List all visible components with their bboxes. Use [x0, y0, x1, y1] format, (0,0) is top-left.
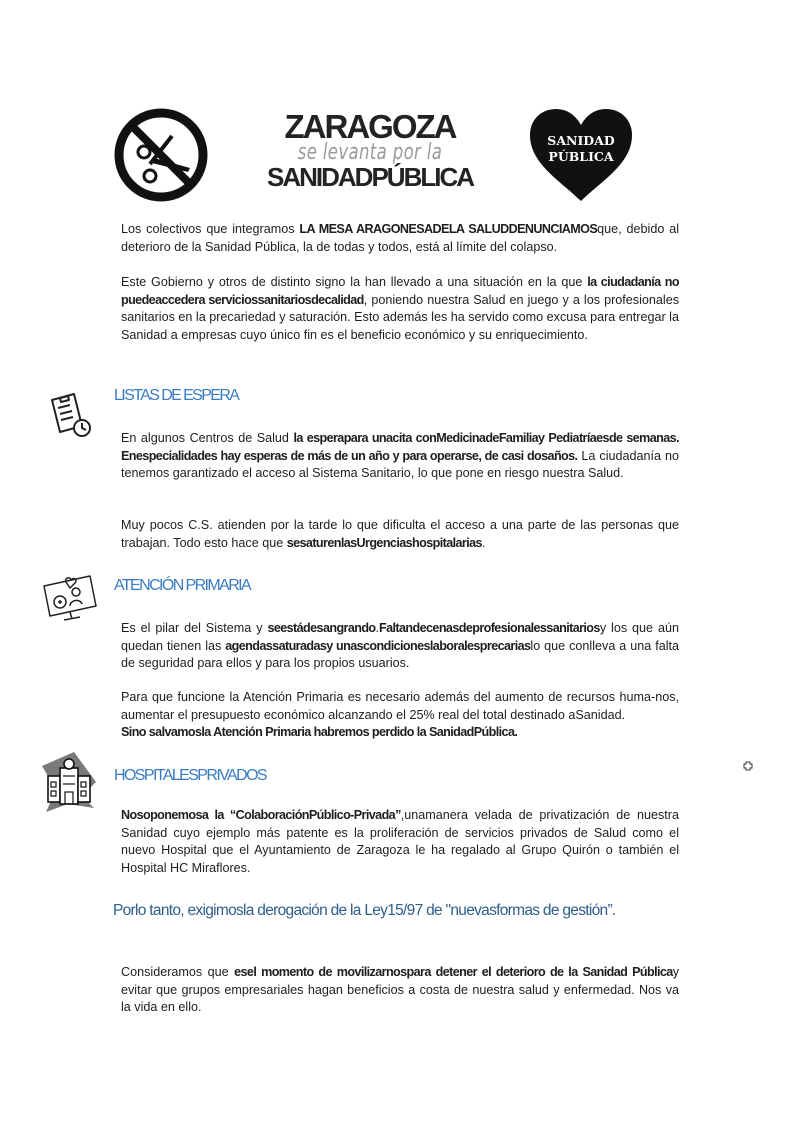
demand-statement: Porlo tanto, exigimosla derogación de la Ley15/97 de "nuevasformas de gestión”.: [113, 902, 616, 919]
final-paragraph: [121, 964, 679, 1017]
waiting-lists-paragraph-2: [121, 517, 679, 552]
emphasis: Sino salvamosla Atención Primaria habremos perdido la SanidadPública.: [121, 725, 518, 740]
emphasis: seestádesangrando: [267, 621, 376, 635]
zaragoza-logo: [255, 108, 485, 192]
section-title-primary-care: ATENCIÓN PRIMARIA: [114, 577, 251, 594]
text: .: [375, 621, 380, 635]
text: .: [481, 535, 486, 550]
hospital-building-icon: [38, 746, 100, 814]
waiting-lists-paragraph-1: [121, 430, 679, 483]
text: y evitar que grupos empresariales hagan beneficios a costa de nuestra salud y enfermedad. Nos va la vida en ello.: [121, 965, 679, 1015]
primary-care-paragraph-2: [121, 689, 679, 742]
text: que, debido al deterioro de la Sanidad Pública, la de todas y todos, está al límite del colapso.: [121, 222, 679, 254]
text: Consideramos que: [121, 965, 235, 979]
text: Este Gobierno y otros de distinto signo la han llevado a una situación en la que: [121, 275, 588, 289]
heart-line-1: SANIDAD: [547, 133, 615, 148]
text: ,unamanera velada de privatización de nuestra Sanidad cuyo ejemplo más patente es la proliferación de servicios privados de Salud como el nuevo Hospital que el Ayuntamiento de Zaragoza le ha regalado al Grupo Quirón o también el Hospital HC Miraflores.: [121, 808, 679, 875]
intro-paragraph-2: [121, 274, 679, 344]
emphasis: Faltandecenasdeprofesionalessanitarios: [379, 621, 600, 635]
text: , poniendo nuestra Salud en juego y a los profesionales sanitarios en la precariedad y saturación. Esto además les ha servido como excusa para entregar la Sanidad a empresas cuyo único fin es el beneficio económico y su enriquecimiento.: [121, 292, 679, 342]
small-mark-icon: [743, 761, 753, 771]
private-hospitals-paragraph: [121, 807, 679, 877]
heart-label: [529, 133, 633, 165]
text: Para que funcione la Atención Primaria es necesario además del aumento de recursos huma-nos, aumentar el presupuesto económico alcanzando el 25% real del total destinado aSanidad.: [121, 690, 679, 722]
emphasis: la ciudadanía no puedeaccedera serviciossanitariosdecalidad: [121, 275, 679, 307]
section-title-waiting-lists: LISTAS DE ESPERA: [114, 387, 239, 404]
emphasis: sesaturenlasUrgenciashospitalarias: [286, 535, 482, 550]
text: y los que aún quedan tienen las: [121, 621, 680, 653]
text: Los colectivos que integramos: [121, 222, 300, 236]
emphasis: agendassaturadasy unascondicioneslaboralesprecarias: [225, 638, 531, 653]
telemedicine-monitor-icon: [40, 572, 102, 622]
logo-line-3: SANIDADPÚBLICA: [267, 162, 473, 192]
emphasis: esel momento de movilizarnospara detener el deterioro de la Sanidad Pública: [234, 965, 673, 979]
logo-line-1: ZARAGOZA: [284, 108, 456, 145]
section-title-private-hospitals: HOSPITALESPRIVADOS: [114, 767, 266, 784]
no-cuts-scissors-icon: [112, 106, 210, 204]
text: Es el pilar del Sistema y: [121, 621, 268, 635]
logo-line-2: se levanta por la: [297, 140, 443, 165]
text: Muy pocos C.S. atienden por la tarde lo que dificulta el acceso a una parte de las personas que trabajan. Todo esto hace que: [121, 518, 679, 550]
emphasis: Nosoponemosa la “ColaboraciónPúblico-Privada”: [121, 808, 401, 822]
clipboard-clock-icon: [44, 390, 94, 440]
text: lo que conlleva a una falta de seguridad para ellos y para los propios usuarios.: [121, 638, 679, 671]
heart-line-2: PÚBLICA: [548, 149, 614, 164]
intro-paragraph-1: [121, 221, 679, 256]
text: En algunos Centros de Salud: [121, 431, 294, 445]
emphasis: la esperapara unacita conMedicinadeFamiliay Pediatríaesde semanas. Enespecialidades hay esperas de más de un año y para operarse, de casi dosaños.: [121, 431, 679, 463]
emphasis: LA MESA ARAGONESADELA SALUDDENUNCIAMOS: [299, 222, 598, 236]
text: La ciudadanía no tenemos garantizado el acceso al Sistema Sanitario, lo que pone en riesgo nuestra Salud.: [121, 448, 679, 481]
primary-care-paragraph-1: [121, 620, 679, 673]
